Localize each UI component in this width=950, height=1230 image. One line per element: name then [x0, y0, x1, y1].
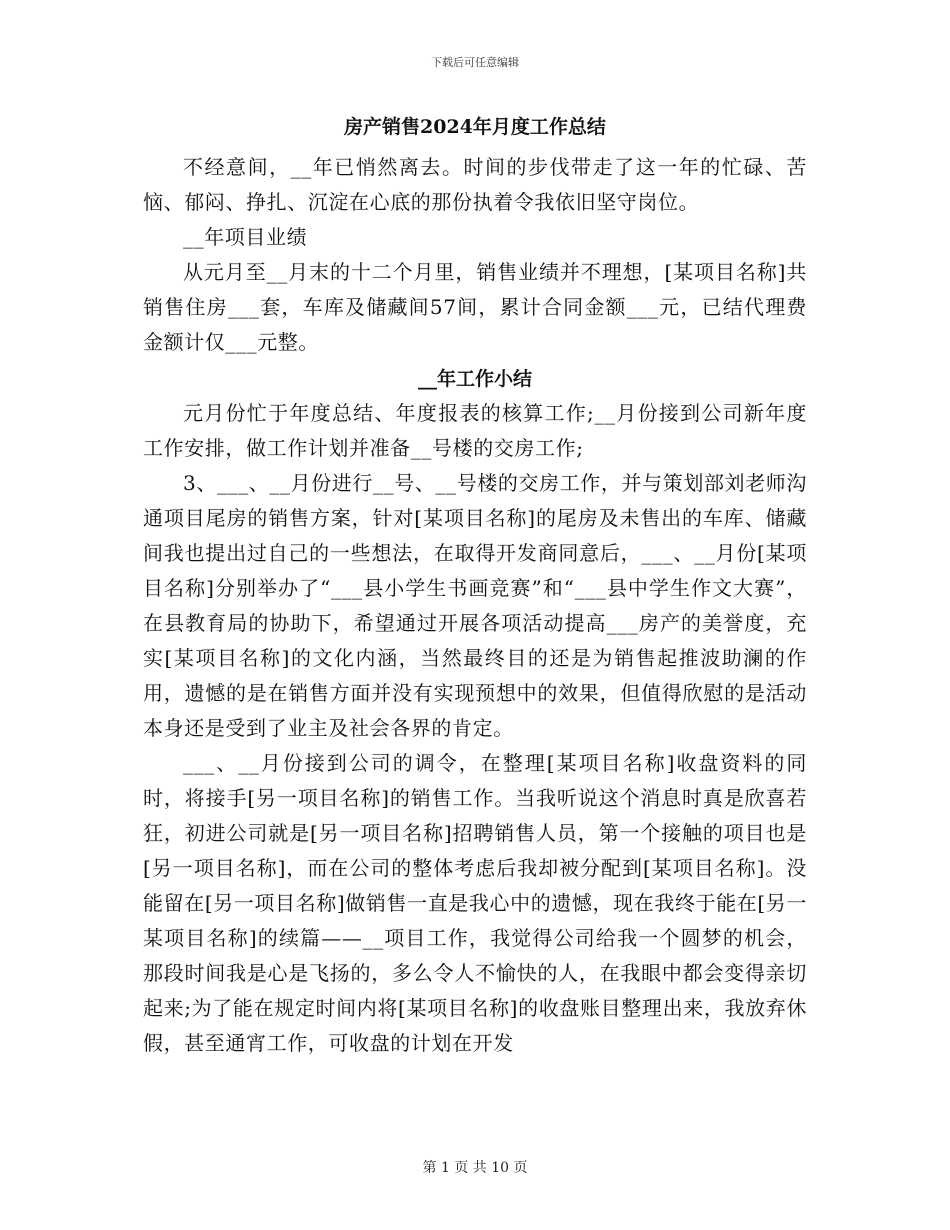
paragraph-achievement: 从元月至__月末的十二个月里，销售业绩并不理想，[某项目名称]共销售住房___套，车库及储藏间57间，累计合同金额___元，已结代理费金额计仅___元整。	[143, 260, 807, 354]
document-body	[143, 112, 807, 1061]
paragraph-summary-1: 元月份忙于年度总结、年度报表的核算工作;__月份接到公司新年度工作安排，做工作计划并准备__号楼的交房工作;	[143, 401, 807, 460]
section-heading-summary: __年工作小结	[417, 368, 532, 390]
paragraph-summary-2: 3、___、__月份进行__号、__号楼的交房工作，并与策划部刘老师沟通项目尾房的销售方案，针对[某项目名称]的尾房及未售出的车库、储藏间我也提出过自己的一些想法，在取得开发商同意后，___、__月份[某项目名称]分别举办了“___县小学生书画竞赛”和“___县中学生作文大赛”，在县教育局的协助下，希望通过开展各项活动提高___房产的美誉度，充实[某项目名称]的文化内涵，当然最终目的还是为销售起推波助澜的作用，遗憾的是在销售方面并没有实现预想中的效果，但值得欣慰的是活动本身还是受到了业主及社会各界的肯定。	[143, 471, 807, 740]
paragraph-achievement-heading: __年项目业绩	[183, 225, 308, 249]
paragraph-intro-1: 不经意间，__年已悄然离去。时间的步伐带走了这一年的忙碌、苦恼、郁闷、挣扎、沉淀在心底的那份执着令我依旧坚守岗位。	[143, 155, 807, 214]
paragraph-summary-3: ___、__月份接到公司的调令，在整理[某项目名称]收盘资料的同时，将接手[另一项目名称]的销售工作。当我听说这个消息时真是欣喜若狂，初进公司就是[另一项目名称]招聘销售人员，第一个接触的项目也是[另一项目名称]，而在公司的整体考虑后我却被分配到[某项目名称]。没能留在[另一项目名称]做销售一直是我心中的遗憾，现在我终于能在[另一某项目名称]的续篇——__项目工作，我觉得公司给我一个圆梦的机会，那段时间我是心是飞扬的，多么令人不愉快的人，在我眼中都会变得亲切起来;为了能在规定时间内将[某项目名称]的收盘账目整理出来，我放弃休假，甚至通宵工作，可收盘的计划在开发	[143, 751, 807, 1055]
page-number-footer: 第 1 页 共 10 页	[422, 1160, 528, 1176]
header-note: 下载后可任意编辑	[431, 56, 519, 69]
document-title: 房产销售2024年月度工作总结	[344, 116, 606, 138]
